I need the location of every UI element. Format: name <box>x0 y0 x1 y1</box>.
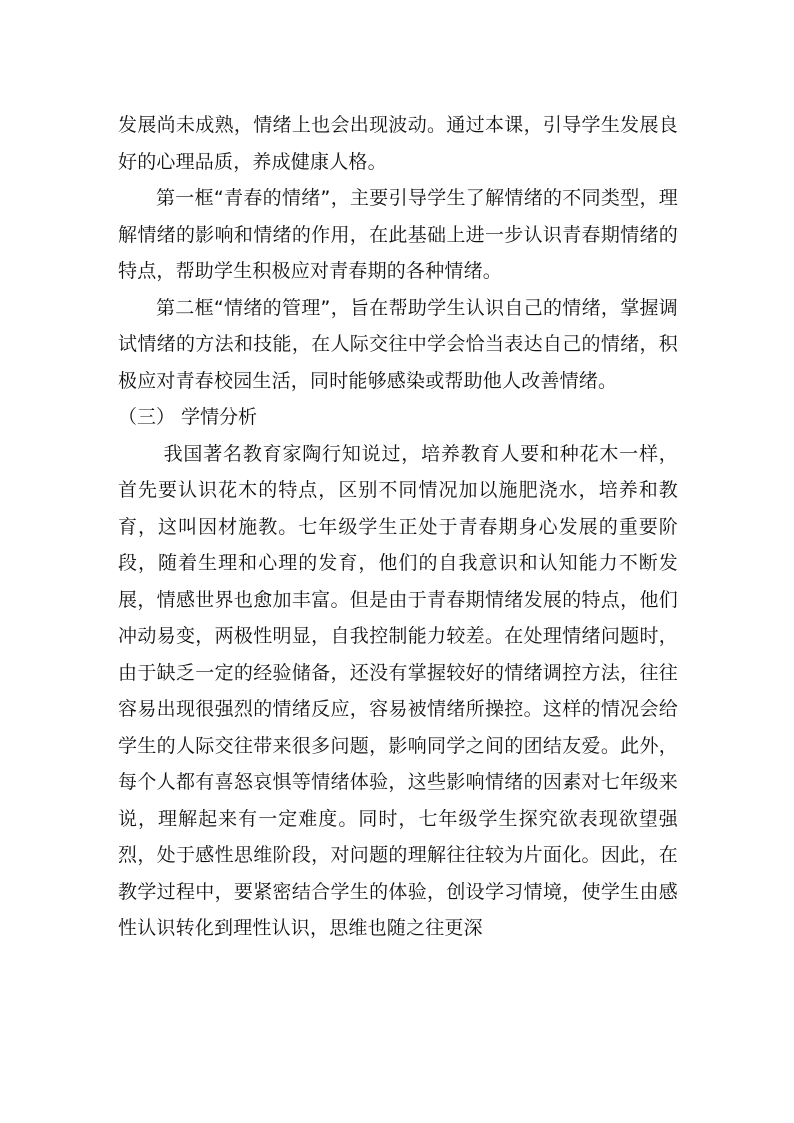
paragraph-continuation: 发展尚未成熟，情绪上也会出现波动。通过本课，引导学生发展良好的心理品质，养成健康人格。 <box>118 114 678 173</box>
paragraph-learner-analysis: 我国著名教育家陶行知说过，培养教育人要和种花木一样，首先要认识花木的特点，区别不同情况加以施肥浇水，培养和教育，这叫因材施教。七年级学生正处于青春期身心发展的重要阶段，随着生理和心理的发育，他们的自我意识和认知能力不断发展，情感世界也愈加丰富。但是由于青春期情绪发展的特点，他们冲动易变，两极性明显，自我控制能力较差。在处理情绪问题时，由于缺乏一定的经验储备，还没有掌握较好的情绪调控方法，往往容易出现很强烈的情绪反应，容易被情绪所操控。这样的情况会给学生的人际交往带来很多问题，影响同学之间的团结友爱。此外，每个人都有喜怒哀惧等情绪体验，这些影响情绪的因素对七年级来说，理解起来有一定难度。同时，七年级学生探究欲表现欲望强烈，处于感性思维阶段，对问题的理解往往较为片面化。因此，在教学过程中，要紧密结合学生的体验，创设学习情境，使学生由感性认识转化到理性认识，思维也随之往更深 <box>118 442 678 939</box>
document-body <box>118 107 678 947</box>
section-heading-learner-analysis: （三） 学情分析 <box>118 406 258 428</box>
paragraph-second-frame: 第二框“情绪的管理”，旨在帮助学生认识自己的情绪，掌握调试情绪的方法和技能，在人际交往中学会恰当表达自己的情绪，积极应对青春校园生活，同时能够感染或帮助他人改善情绪。 <box>118 296 678 392</box>
paragraph-first-frame: 第一框“青春的情绪”，主要引导学生了解情绪的不同类型，理解情绪的影响和情绪的作用，在此基础上进一步认识青春期情绪的特点，帮助学生积极应对青春期的各种情绪。 <box>118 187 678 282</box>
